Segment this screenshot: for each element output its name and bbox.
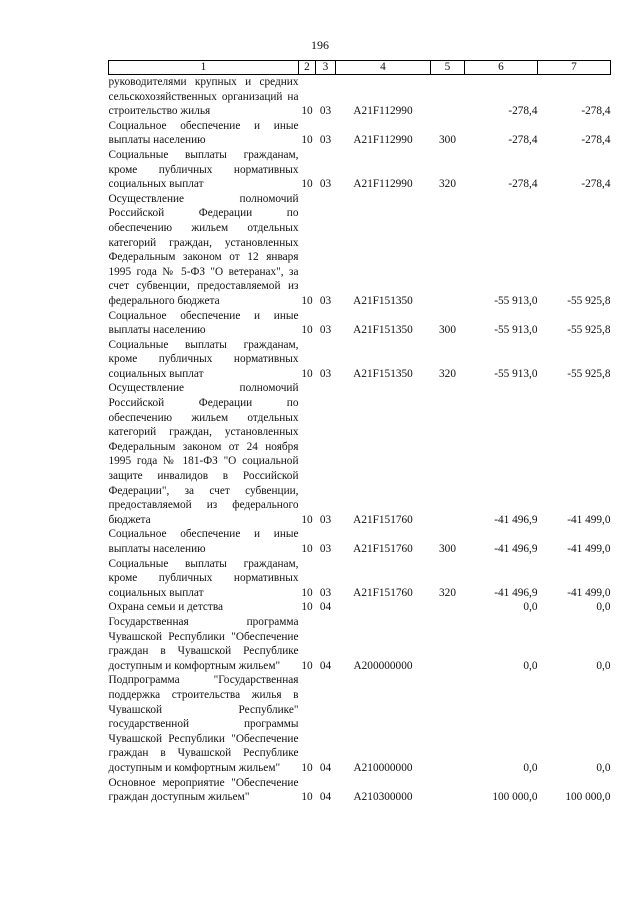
subsection-code: 03 (319, 324, 332, 337)
section-code: 10 (301, 543, 313, 555)
row-name: Социальные выплаты гражданам, кроме публичных нормативных социальных выплат (108, 338, 299, 380)
header-row (109, 61, 611, 75)
amount-year-2: 0,0 (596, 659, 611, 672)
expense-type-code (431, 192, 465, 309)
section-code: 10 (301, 586, 313, 599)
expense-type-code: 320 (439, 178, 456, 191)
section-code: 10 (301, 791, 313, 804)
budget-table (108, 60, 611, 805)
section-code: 10 (301, 134, 313, 147)
column-header-4: 4 (336, 61, 431, 75)
amount-year-2: -41 499,0 (567, 586, 611, 599)
subsection-code: 04 (319, 761, 332, 774)
table-row (109, 309, 611, 338)
table-row (109, 557, 611, 601)
target-article-code: A210000000 (353, 761, 413, 774)
subsection-code: 04 (319, 791, 332, 804)
target-article-code: A21F151760 (353, 543, 413, 555)
target-article-code: A21F151760 (353, 513, 413, 526)
amount-year-1: -41 496,9 (494, 586, 538, 599)
expense-type-code: 320 (439, 367, 456, 380)
amount-year-1: -55 913,0 (494, 367, 538, 380)
table-row (109, 338, 611, 382)
row-name: Социальные выплаты гражданам, кроме публичных нормативных социальных выплат (108, 557, 299, 599)
table-row (109, 148, 611, 192)
row-name: Осуществление полномочий Российской Федерации по обеспечению жильем отдельных категорий граждан, установленных Федеральным законом от 12 января 1995 года № 5-ФЗ "О ветеранах", за счет субвенции, предоставляемой из федерального бюджета (108, 192, 299, 307)
subsection-code: 03 (319, 178, 332, 191)
amount-year-1: -278,4 (508, 178, 538, 191)
amount-year-1: -41 496,9 (494, 513, 538, 526)
section-code: 10 (301, 659, 313, 672)
amount-year-1: 0,0 (523, 761, 538, 774)
table-row (109, 673, 611, 775)
amount-year-2: -55 925,8 (567, 324, 611, 337)
target-article-code: A21F112990 (353, 105, 413, 118)
target-article-code: A21F151760 (353, 586, 413, 599)
expense-type-code (431, 673, 465, 775)
section-code: 10 (301, 513, 313, 526)
amount-year-2: -278,4 (581, 134, 611, 147)
table-row (109, 776, 611, 805)
amount-year-2: -278,4 (581, 178, 611, 191)
amount-year-2: -278,4 (581, 105, 611, 118)
subsection-code: 03 (319, 105, 332, 118)
expense-type-code (431, 381, 465, 527)
target-article-code: A210300000 (353, 791, 413, 804)
row-name: Охрана семьи и детства (108, 601, 224, 614)
target-article-code: A21F112990 (353, 178, 413, 191)
row-name: Социальное обеспечение и иные выплаты населению (108, 309, 299, 337)
table-row (109, 600, 611, 615)
target-article-code: A21F151350 (353, 294, 413, 307)
amount-year-1: 0,0 (523, 601, 538, 614)
row-name: Социальное обеспечение и иные выплаты населению (108, 119, 299, 147)
target-article-code: A200000000 (353, 659, 413, 672)
amount-year-2: -41 499,0 (567, 513, 611, 526)
row-name: руководителями крупных и средних сельскохозяйственных организаций на строительство жилья (108, 76, 299, 118)
section-code: 10 (301, 367, 313, 380)
column-header-3: 3 (316, 61, 336, 75)
amount-year-2: 0,0 (596, 601, 611, 614)
section-code: 10 (301, 178, 313, 191)
column-header-2: 2 (299, 61, 316, 75)
target-article-code: A21F112990 (353, 134, 413, 147)
expense-type-code (431, 600, 465, 615)
amount-year-2: -55 925,8 (567, 294, 611, 307)
section-code: 10 (301, 601, 313, 614)
expense-type-code: 320 (439, 586, 456, 599)
expense-type-code: 300 (439, 543, 456, 555)
subsection-code: 04 (319, 659, 332, 672)
expense-type-code (431, 615, 465, 673)
section-code: 10 (301, 105, 313, 118)
row-name: Основное мероприятие "Обеспечение граждан доступным жильем" (108, 776, 299, 804)
subsection-code: 04 (319, 601, 332, 614)
column-header-5: 5 (431, 61, 465, 75)
section-code: 10 (301, 294, 313, 307)
subsection-code: 03 (319, 586, 332, 599)
amount-year-2: 0,0 (596, 761, 611, 774)
column-header-6: 6 (465, 61, 538, 75)
row-name: Социальные выплаты гражданам, кроме публичных нормативных социальных выплат (108, 148, 299, 191)
subsection-code: 03 (319, 513, 332, 526)
table-row (109, 75, 611, 119)
table-row (109, 615, 611, 673)
subsection-code: 03 (319, 543, 332, 555)
target-article-code: A21F151350 (353, 324, 413, 337)
amount-year-1: -55 913,0 (494, 294, 538, 307)
row-name: Подпрограмма "Государственная поддержка строительства жилья в Чувашской Республике" государственной программы Чувашской Республики "Обеспечение граждан в Чувашской Республике доступным и комфортным жильем" (108, 674, 299, 774)
expense-type-code: 300 (439, 134, 456, 147)
amount-year-1: -41 496,9 (494, 543, 538, 555)
subsection-code: 03 (319, 367, 332, 380)
amount-year-1: 0,0 (523, 659, 538, 672)
section-code: 10 (301, 761, 313, 774)
subsection-code: 03 (319, 134, 332, 147)
table-row (109, 192, 611, 309)
subsection-code: 03 (319, 294, 332, 307)
amount-year-2: -55 925,8 (567, 367, 611, 380)
column-header-1: 1 (109, 61, 299, 75)
table-row (109, 119, 611, 148)
amount-year-2: 100 000,0 (565, 791, 611, 804)
section-code: 10 (301, 324, 313, 337)
target-article-code: A21F151350 (353, 367, 413, 380)
amount-year-2: -41 499,0 (567, 543, 611, 555)
row-name: Социальное обеспечение и иные выплаты населению (108, 528, 299, 555)
expense-type-code: 300 (439, 324, 456, 337)
column-header-7: 7 (538, 61, 611, 75)
row-name: Осуществление полномочий Российской Федерации по обеспечению жильем отдельных категорий граждан, установленных Федеральным законом от 24 ноября 1995 года № 181-ФЗ "О социальной защите инвалидов в Российской Федерации", за счет субвенции, предоставляемой из федерального бюджета (108, 382, 299, 526)
amount-year-1: 100 000,0 (492, 791, 538, 804)
page-number: 196 (311, 38, 329, 52)
table-row (109, 527, 611, 556)
table-row (109, 381, 611, 527)
target-article-code (336, 600, 431, 615)
expense-type-code (431, 776, 465, 805)
expense-type-code (431, 75, 465, 119)
row-name: Государственная программа Чувашской Республики "Обеспечение граждан в Чувашской Республике доступным и комфортным жильем" (108, 615, 299, 672)
amount-year-1: -278,4 (508, 134, 538, 147)
amount-year-1: -55 913,0 (494, 324, 538, 337)
amount-year-1: -278,4 (508, 105, 538, 118)
